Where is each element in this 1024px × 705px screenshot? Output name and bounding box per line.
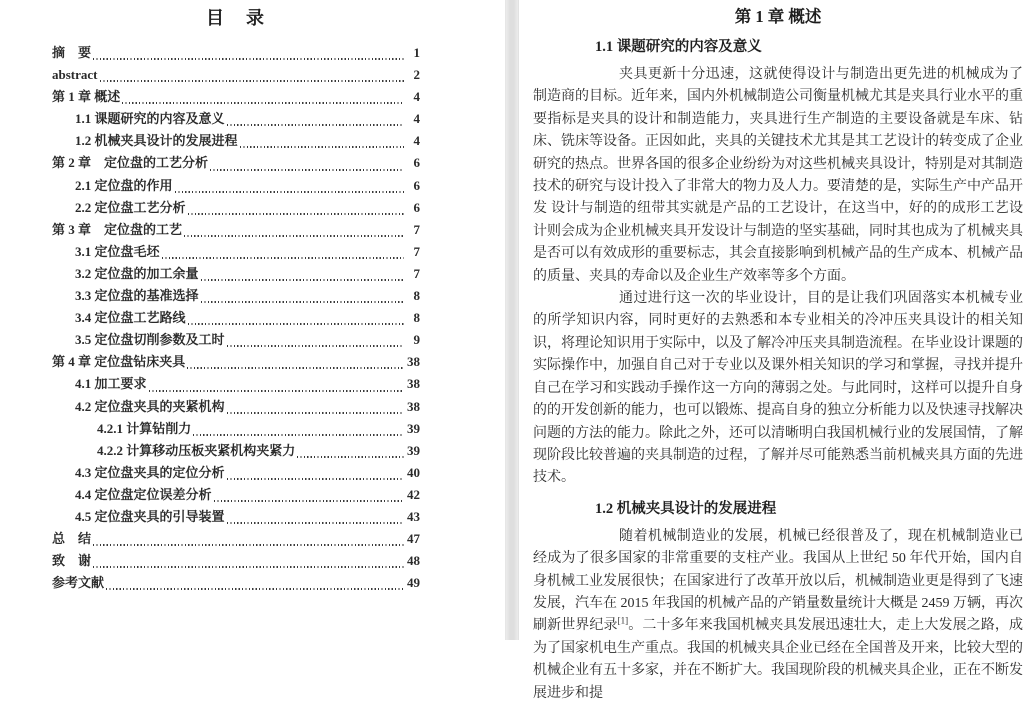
toc-page-number: 39 bbox=[407, 442, 420, 458]
toc-page-number: 7 bbox=[413, 221, 420, 237]
toc-dot-leader bbox=[227, 124, 404, 126]
toc-entry bbox=[52, 307, 420, 329]
toc-entry-label: 4.1 加工要求 bbox=[75, 376, 147, 392]
toc-entry bbox=[52, 152, 420, 174]
section-heading: 1.1 课题研究的内容及意义 bbox=[595, 39, 762, 55]
toc-dot-leader bbox=[175, 191, 404, 193]
toc-dot-leader bbox=[201, 279, 404, 281]
toc-dot-leader bbox=[188, 323, 404, 325]
toc-page-number: 42 bbox=[407, 486, 420, 502]
toc-dot-leader bbox=[227, 412, 404, 414]
toc-dot-leader bbox=[214, 500, 404, 502]
chapter-title: 第 1 章 概述 bbox=[734, 7, 822, 26]
section bbox=[533, 499, 1023, 705]
toc-page-number: 6 bbox=[413, 177, 420, 193]
toc-page-number: 39 bbox=[407, 420, 420, 436]
toc-entry-label: 第 2 章 定位盘的工艺分析 bbox=[52, 155, 209, 171]
section bbox=[533, 37, 1023, 490]
toc-entry bbox=[52, 528, 420, 550]
toc-entry bbox=[52, 418, 420, 440]
toc-dot-leader bbox=[93, 544, 404, 546]
toc-page-number: 4 bbox=[413, 133, 420, 149]
toc-dot-leader bbox=[240, 146, 404, 148]
toc-entry bbox=[52, 351, 420, 373]
toc-page-number: 38 bbox=[407, 398, 420, 414]
toc-title: 目 录 bbox=[206, 8, 266, 28]
toc-entry-label: 3.5 定位盘切削参数及工时 bbox=[75, 332, 225, 348]
toc-dot-leader bbox=[93, 58, 404, 60]
toc-entry bbox=[52, 550, 420, 572]
toc-entry bbox=[52, 572, 420, 594]
toc-entry bbox=[52, 263, 420, 285]
toc-entry bbox=[52, 462, 420, 484]
toc-entry bbox=[52, 86, 420, 108]
toc-page-number: 6 bbox=[413, 155, 420, 171]
toc-entry bbox=[52, 42, 420, 64]
toc-page-number: 9 bbox=[413, 332, 420, 348]
toc-page-number: 43 bbox=[407, 508, 420, 524]
toc-page-number: 6 bbox=[413, 199, 420, 215]
paragraph-text: 。二十多年来我国机械夹具发展迅速壮大，走上大发展之路，成为了国家机电生产重点。我国的机械夹具企业已经在全国普及开来，比较大型的机械企业有五十多家，并在不断扩大。我国现阶段的机械夹具企业，正在不断发展进步和提 bbox=[533, 618, 1024, 701]
toc-entry bbox=[52, 373, 420, 395]
section-heading: 1.2 机械夹具设计的发展进程 bbox=[595, 500, 777, 517]
toc-dot-leader bbox=[93, 566, 404, 568]
body-paragraph bbox=[533, 526, 1023, 705]
paragraph-text: 夹具更新十分迅速，这就使得设计与制造出更先进的机械成为了制造商的目标。近年来，国内外机械制造公司衡量机械尤其是夹具行业水平的重要指标是夹具的设计和制造能力，夹具进行生产制造的主要设备就是车床、钻床、铣床等设备。正因如此，夹具的关键技术尤其是其工艺设计的转变成了企业研究的热点。世界各国的很多企业纷纷为对这些机械夹具设计，特别是对其制造技术的研究与设计投入了非常大的物力及人力。要清楚的是，实际生产中产品开发 设计与制造的纽带其实就是产品的工艺设计，在这当中，好的的成形工艺设计则会成为企业机械夹具开发设计与制造的坚实基础，同时其也成为了机械夹具是否可以有效成形的重要标志，其会直接影响到机械产品的生产成本、机械产品的质量、夹具的寿命以及企业生产效率等多个方面。 bbox=[533, 67, 1023, 284]
toc-page-number: 47 bbox=[407, 531, 420, 547]
toc-page-number: 49 bbox=[407, 575, 420, 591]
toc-entry bbox=[52, 64, 420, 86]
toc-entry-label: 3.1 定位盘毛坯 bbox=[75, 243, 160, 259]
toc-entry-label: 第 1 章 概述 bbox=[52, 89, 121, 105]
toc-entry bbox=[52, 440, 420, 462]
toc-dot-leader bbox=[210, 169, 404, 171]
toc-list bbox=[52, 42, 420, 594]
toc-dot-leader bbox=[201, 301, 404, 303]
superscript-ref: [1] bbox=[617, 615, 629, 626]
toc-entry-label: 4.2.2 计算移动压板夹紧机构夹紧力 bbox=[97, 442, 296, 458]
toc-entry-label: 3.3 定位盘的基准选择 bbox=[75, 288, 199, 304]
toc-dot-leader bbox=[187, 367, 404, 369]
toc-entry-label: 3.2 定位盘的加工余量 bbox=[75, 265, 199, 281]
toc-page-number: 4 bbox=[413, 89, 420, 105]
toc-entry bbox=[52, 241, 420, 263]
toc-entry bbox=[52, 285, 420, 307]
toc-page-number: 48 bbox=[407, 553, 420, 569]
toc-dot-leader bbox=[162, 257, 404, 259]
toc-dot-leader bbox=[227, 522, 404, 524]
toc-dot-leader bbox=[193, 434, 404, 436]
toc-entry bbox=[52, 396, 420, 418]
toc-page-number: 40 bbox=[407, 464, 420, 480]
toc-page-number: 38 bbox=[407, 354, 420, 370]
toc-entry-label: 总 结 bbox=[52, 531, 92, 547]
body-paragraph bbox=[533, 288, 1023, 490]
toc-dot-leader bbox=[188, 213, 404, 215]
toc-entry-label: 第 3 章 定位盘的工艺 bbox=[52, 221, 183, 237]
toc-entry-label: 摘 要 bbox=[52, 45, 92, 60]
toc-entry bbox=[52, 108, 420, 130]
toc-entry bbox=[52, 175, 420, 197]
toc-entry-label: 2.2 定位盘工艺分析 bbox=[75, 199, 186, 215]
toc-entry-label: 4.2.1 计算钻削力 bbox=[97, 420, 192, 436]
toc-entry-label: 致 谢 bbox=[52, 553, 92, 569]
paragraph-text: 随着机械制造业的发展，机械已经很普及了，现在机械制造业已经成为了很多国家的非常重要的支柱产业。我国从上世纪 50 年代开始，国内自身机械工业发展很快；在国家进行了改革开放以后，机械制造业更是得到了飞速发展，汽车在 2015 年我国的机械产品的产销量数量统计大概是 2459 万辆，再次刷新世界纪录 bbox=[533, 528, 1023, 634]
toc-entry-label: 2.1 定位盘的作用 bbox=[75, 177, 173, 193]
toc-entry bbox=[52, 506, 420, 528]
page-gutter bbox=[505, 0, 519, 640]
toc-page-number: 4 bbox=[413, 111, 420, 127]
paragraph-text: 通过进行这一次的毕业设计，目的是让我们巩固落实本机械专业的所学知识内容，同时更好的去熟悉和本专业相关的冷冲压夹具设计的相关知识，将理论知识用于实际中，以及了解冷冲压夹具制造流程。在毕业设计课题的实际操作中，加强自自己对于专业以及课外相关知识的学习和掌握，寻找并提升自己在学习和实践动手操作这一方向的薄弱之处。与此同时，这样可以提升自身的的开发创新的能力，也可以锻炼、提高自身的独立分析能力以及快速寻找解决问题的方法的能力。除此之外，还可以清晰明白我国机械行业的发展国情，了解现阶段比较普遍的夹具制造的过程，了解并尽可能熟悉当前机械夹具方面的先进技术。 bbox=[533, 291, 1023, 486]
toc-entry-label: 4.4 定位盘定位误差分析 bbox=[75, 486, 212, 502]
toc-dot-leader bbox=[227, 478, 404, 480]
toc-dot-leader bbox=[227, 345, 404, 347]
toc-dot-leader bbox=[297, 456, 404, 458]
toc-entry-label: 3.4 定位盘工艺路线 bbox=[75, 310, 186, 326]
toc-entry-label: 第 4 章 定位盘钻床夹具 bbox=[52, 354, 186, 370]
toc-dot-leader bbox=[149, 390, 404, 392]
toc-entry bbox=[52, 197, 420, 219]
toc-page-number: 38 bbox=[407, 376, 420, 392]
toc-page-number: 7 bbox=[413, 243, 420, 259]
chapter-body bbox=[533, 37, 1023, 705]
toc-entry-label: abstract bbox=[52, 67, 98, 83]
toc-page bbox=[0, 0, 505, 640]
toc-entry bbox=[52, 484, 420, 506]
toc-page-number: 8 bbox=[413, 310, 420, 326]
toc-entry-label: 1.1 课题研究的内容及意义 bbox=[75, 111, 225, 127]
chapter-page bbox=[519, 0, 1024, 701]
toc-entry-label: 参考文献 bbox=[52, 575, 105, 591]
toc-entry-label: 4.3 定位盘夹具的定位分析 bbox=[75, 464, 225, 480]
toc-entry-label: 4.5 定位盘夹具的引导装置 bbox=[75, 508, 225, 524]
toc-entry-label: 1.2 机械夹具设计的发展进程 bbox=[75, 133, 238, 149]
toc-page-number: 7 bbox=[413, 265, 420, 281]
toc-entry bbox=[52, 130, 420, 152]
toc-dot-leader bbox=[100, 80, 405, 82]
body-paragraph bbox=[533, 64, 1023, 288]
toc-dot-leader bbox=[106, 588, 404, 590]
toc-dot-leader bbox=[122, 102, 404, 104]
toc-page-number: 1 bbox=[413, 45, 420, 60]
toc-page-number: 2 bbox=[413, 67, 420, 83]
toc-entry bbox=[52, 329, 420, 351]
toc-entry bbox=[52, 219, 420, 241]
toc-page-number: 8 bbox=[413, 288, 420, 304]
toc-entry-label: 4.2 定位盘夹具的夹紧机构 bbox=[75, 398, 225, 414]
toc-dot-leader bbox=[184, 235, 404, 237]
